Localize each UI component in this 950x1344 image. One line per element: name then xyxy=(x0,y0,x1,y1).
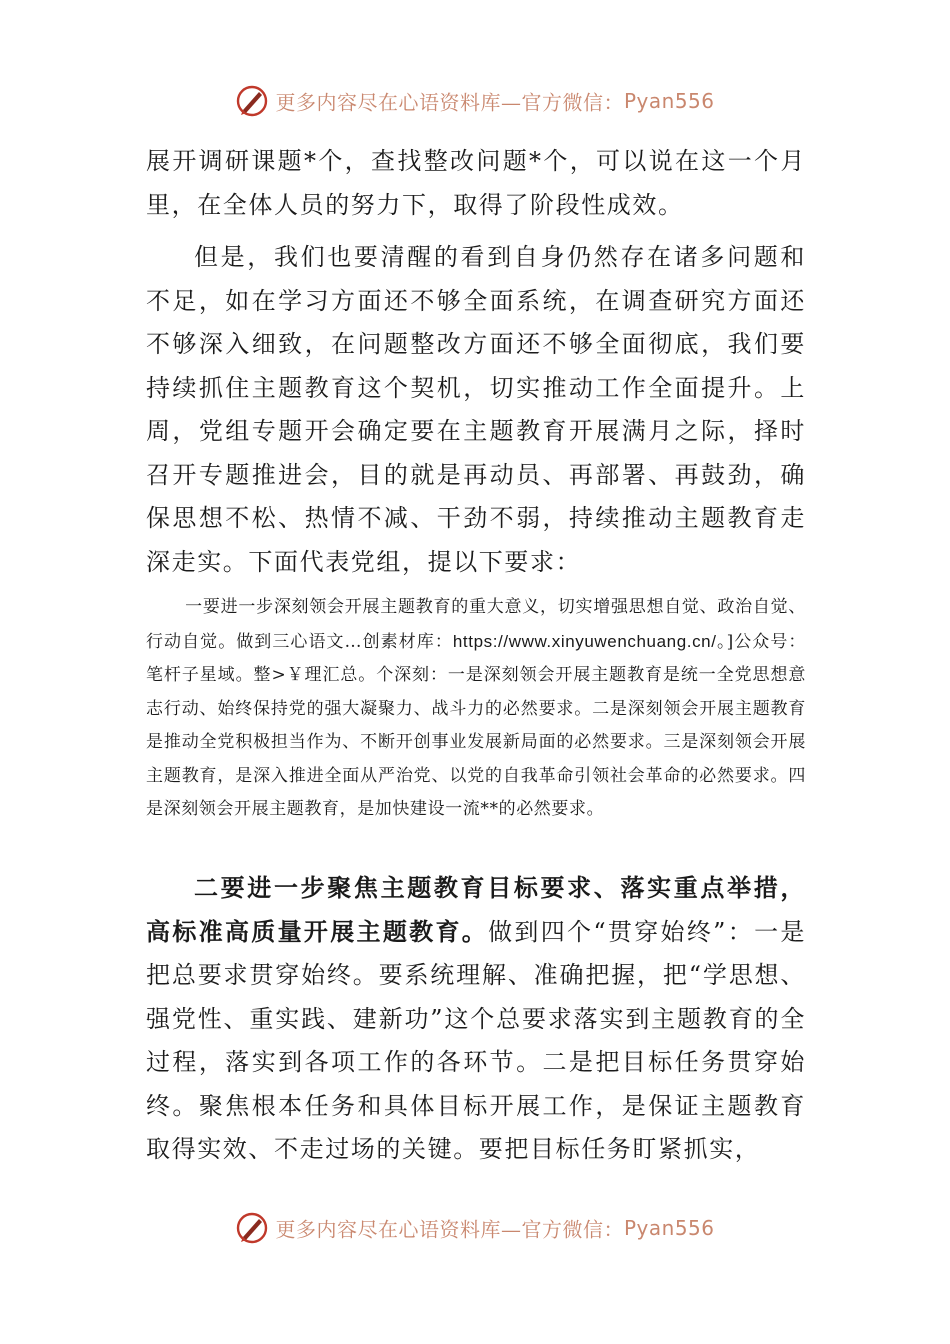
watermark-footer xyxy=(0,1211,950,1245)
paragraph-4 xyxy=(146,867,806,1172)
pen-logo-icon xyxy=(235,84,269,118)
pen-logo-icon xyxy=(235,1211,269,1245)
source-url-link[interactable]: https://www.xinyuwenchuang.cn/ xyxy=(452,631,717,651)
paragraph-3 xyxy=(146,591,806,827)
paragraph-3-text-a: 一要进一步深刻领会开展主题教育的重大意义，切实增强思想自觉、政治自觉、行动自觉。做到三心语文…创素材库： xyxy=(146,597,806,652)
paragraph-2: 但是，我们也要清醒的看到自身仍然存在诸多问题和不足，如在学习方面还不够全面系统，在调查研究方面还不够深入细致，在问题整改方面还不够全面彻底，我们要持续抓住主题教育这个契机，切实推动工作全面提升。上周，党组专题开会确定要在主题教育开展满月之际，择时召开专题推进会，目的就是再动员、再部署、再鼓劲，确保思想不松、热情不减、干劲不弱，持续推动主题教育走深走实。下面代表党组，提以下要求： xyxy=(146,243,806,576)
paragraph-4-heading: 二要进一步聚焦主题教育目标要求、落实重点举措，高标准高质量开展主题教育。 xyxy=(146,874,806,946)
paragraph-1: 展开调研课题*个，查找整改问题*个，可以说在这一个月里，在全体人员的努力下，取得了阶段性成效。 xyxy=(146,147,806,219)
paragraph-4-body: 做到四个“贯穿始终”：一是把总要求贯穿始终。要系统理解、准确把握，把“学思想、强党性、重实践、建新功”这个总要求落实到主题教育的全过程，落实到各项工作的各环节。二是把目标任务贯穿始终。聚焦根本任务和具体目标开展工作，是保证主题教育取得实效、不走过场的关键。要把目标任务盯紧抓实， xyxy=(146,917,806,1163)
paragraph-3-text-b: 。]公众号：笔杆子星域。整>￥理汇总。个深刻：一是深刻领会开展主题教育是统一全党思想意志行动、始终保持党的强大凝聚力、战斗力的必然要求。二是深刻领会开展主题教育是推动全党积极担当作为、不断开创事业发展新局面的必然要求。三是深刻领会开展主题教育，是深入推进全面从严治党、以党的自我革命引领社会革命的必然要求。四是深刻领会开展主题教育，是加快建设一流**的必然要求。 xyxy=(146,631,807,819)
watermark-text: 更多内容尽在心语资料库—官方微信： xyxy=(275,1217,624,1242)
watermark-header xyxy=(0,84,950,118)
watermark-handle: Pyan556 xyxy=(623,89,715,113)
watermark-text: 更多内容尽在心语资料库—官方微信： xyxy=(275,90,624,115)
watermark-handle: Pyan556 xyxy=(623,1216,715,1240)
